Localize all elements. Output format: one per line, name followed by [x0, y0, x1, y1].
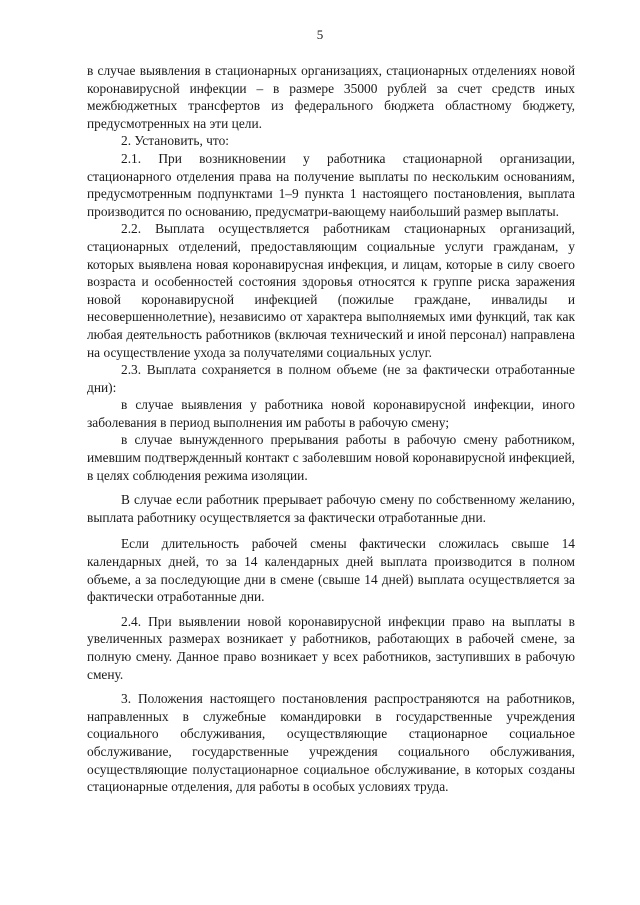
paragraph-2-2: 2.2. Выплата осуществляется работникам стационарных организаций, стационарных отделений, предоставляющим социальные услуги гражданам, у которых выявлена новая коронавирусная инфекция, и лицам, которые в силу своего возраста и особенностей состояния здоровья относятся к группе риска заражения новой коронавирусной инфекцией (пожилые граждане, инвалиды и несовершеннолетние), независимо от характера выполняемых ими функций, так как любая деятельность работников (включая технический и иной персонал) направлена на осуществление ухода за получателями социальных услуг. — [87, 221, 575, 360]
paragraph-2-heading: 2. Установить, что: — [121, 133, 229, 149]
paragraph-2-3-case-illness: в случае выявления у работника новой коронавирусной инфекции, иного заболевания в период выполнения им работы в рабочую смену; — [87, 397, 575, 430]
paragraph-3: 3. Положения настоящего постановления распространяются на работников, направленных в служебные командировки в государственные учреждения социального обслуживания, осуществляющие стационарное социальное обслуживание, государственные учреждения социального обслуживания, осуществляющие полустационарное социальное обслуживание, в которых созданы стационарные отделения, для работы в особых условиях труда. — [87, 691, 575, 795]
paragraph-2-1: 2.1. При возникновении у работника стационарной организации, стационарного отделения права на получение выплаты по нескольким основаниям, предусмотренным подпунктами 1–9 пункта 1 настоящего постановления, выплата производится по основанию, предусматри-вающему наибольший размер выплаты. — [87, 150, 575, 219]
paragraph-2-4: 2.4. При выявлении новой коронавирусной инфекции право на выплаты в увеличенных размерах возникает у работников, работающих в рабочей смене, за полную смену. Данное право возникает у всех работников, заступивших в рабочую смену. — [87, 613, 575, 682]
paragraph-payment-case-continued: в случае выявления в стационарных организациях, стационарных отделениях новой коронавирусной инфекции – в размере 35000 рублей за счет средств иных межбюджетных трансфертов из федерального бюджета областному бюджету, предусмотренных на эти цели. — [87, 63, 575, 131]
paragraph-own-request: В случае если работник прерывает рабочую смену по собственному желанию, выплата работнику осуществляется за фактически отработанные дни. — [87, 492, 575, 525]
paragraph-2-3-case-isolation: в случае вынужденного прерывания работы в рабочую смену работником, имевшим подтвержденный контакт с заболевшим новой коронавирусной инфекцией, в целях соблюдения режима изоляции. — [87, 432, 575, 483]
document-body — [87, 62, 575, 796]
paragraph-shift-duration: Если длительность рабочей смены фактически сложилась свыше 14 календарных дней, то за 14 календарных дней выплата производится в полном объеме, а за последующие дни в смене (свыше 14 дней) выплата осуществляется за фактически отработанные дни. — [87, 536, 575, 605]
page-number: 5 — [316, 27, 324, 42]
paragraph-2-3: 2.3. Выплата сохраняется в полном объеме (не за фактически отработанные дни): — [87, 362, 575, 395]
